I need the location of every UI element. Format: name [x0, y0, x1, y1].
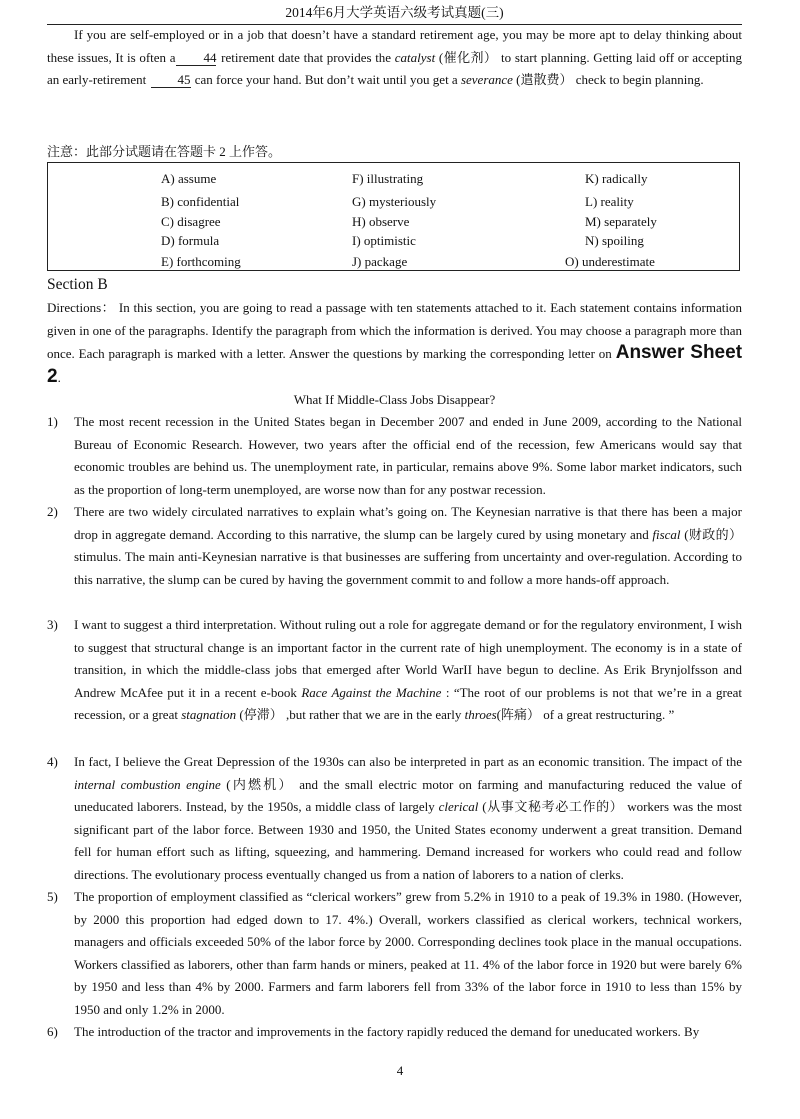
- paragraph-text: [74, 614, 742, 727]
- option-f: F) illustrating: [352, 171, 424, 186]
- term-catalyst: catalyst: [394, 49, 436, 65]
- intro-text-3: to start planning. Getting laid off or accepting an early-retirement: [47, 49, 743, 87]
- directions: [47, 297, 742, 389]
- option-j: J) package: [352, 254, 408, 269]
- paragraph-text: The introduction of the tractor and improvements in the factory rapidly reduced the demand for uneducated workers. By: [74, 1024, 700, 1039]
- term-clerical: clerical: [438, 799, 479, 814]
- blank-45: 45: [151, 72, 191, 88]
- text-run: There are two widely circulated narratives to explain what’s going on. The Keynesian narrative is that there has been a major drop in aggregate demand. According to this narrative, the slump can be largely cured by using monetary and: [74, 504, 742, 542]
- intro-text-5: check to begin planning.: [575, 72, 704, 87]
- paragraph-text: [74, 501, 742, 591]
- section-b-heading: Section B: [47, 276, 108, 293]
- option-h: H) observe: [352, 214, 410, 229]
- text-run: stimulus. The main anti-Keynesian narrative is that businesses are suffering from uncertainty and over-regulation. According to this narrative, the slump can be cured by having the government commit to and follow a more hands-off approach.: [74, 549, 742, 587]
- paragraph-text: [74, 751, 742, 886]
- paragraph-text: The most recent recession in the United States began in December 2007 and ended in June 2009, according to the National Bureau of Economic Research. However, two years after the official end of the recession, few Americans would say that economic troubles are behind us. The unemployment rate, in particular, remains above 9%. Some labor market indicators, such as the proportion of long-term unemployed, are worse now than for any postwar recession.: [74, 414, 742, 497]
- option-l: L) reality: [585, 194, 634, 209]
- gloss-fiscal: (财政的）: [684, 526, 743, 542]
- answer-sheet-label: Answer Sheet 2: [47, 342, 743, 387]
- option-o: O) underestimate: [565, 254, 655, 269]
- term-internal-combustion-engine: internal combustion engine: [74, 776, 221, 792]
- text-run: In fact, I believe the Great Depression of the 1930s can also be interpreted in part as an economic transition. The impact of the: [74, 754, 742, 769]
- directions-text: Directions： In this section, you are going to read a passage with ten statements attached to it. Each statement contains information given in one of the paragraphs. Identify the paragraph from which the information is derived. You may choose a paragraph more than once. Each paragraph is marked with a letter. Answer the questions by marking the corresponding letter on: [47, 300, 742, 361]
- term-severance: severance: [460, 72, 513, 87]
- option-k: K) radically: [585, 171, 648, 186]
- option-i: I) optimistic: [352, 233, 416, 248]
- paragraph-number: 1): [47, 414, 58, 429]
- option-c: C) disagree: [161, 214, 221, 229]
- option-n: N) spoiling: [585, 233, 644, 248]
- intro-text-1: If you are self-employed or in a job that doesn’t have a standard retirement age, you may be more apt to delay thinking about these issues, It is often a: [47, 27, 742, 65]
- paragraph-text: The proportion of employment classified as “clerical workers” grew from 5.2% in 1910 to a peak of 19.3% in 1980. (However, by 2000 this proportion had edged down to 17. 4%.) Overall, workers classified as clerical workers, technical workers, managers and officials exceeded 50% of the labor force by 2000. Corresponding declines took place in the manual occupations. Workers classified as laborers, other than farm hands or miners, peaked at 11. 4% of the labor force in 1920 but were barely 6% by 1950 and less than 4% by 2000. Farmers and farm laborers fell from 33% of the labor force in 1910 to less than 15% by 1950 and only 1.2% in 2000.: [74, 889, 742, 1017]
- option-b: B) confidential: [161, 194, 240, 209]
- paragraph-6: [47, 1021, 742, 1044]
- page-header: 2014年6月大学英语六级考试真题(三): [47, 4, 742, 25]
- paragraph-4: [47, 751, 742, 886]
- option-m: M) separately: [585, 214, 657, 229]
- paragraph-number: 5): [47, 889, 58, 904]
- gloss-clerical: (从事文秘考必工作的）: [482, 799, 624, 814]
- directions-period: .: [57, 369, 61, 385]
- term-stagnation: stagnation: [181, 707, 237, 722]
- option-e: E) forthcoming: [161, 254, 241, 269]
- gloss-catalyst: (催化剂）: [438, 49, 498, 65]
- text-run: workers was the most significant part of the labor force. Between 1930 and 1950, the United States economy underwent a great transition. Demand fell for human effort such as lifting, squeezing, and hammering. Demand increased for workers who could read and follow directions. The evolutionary process eventually changed us from a nation of laborers to a nation of clerks.: [74, 799, 743, 882]
- paragraph-1: [47, 411, 742, 501]
- intro-paragraph: [47, 24, 742, 92]
- gloss-severance: (遣散费）: [516, 72, 573, 87]
- intro-text-2: retirement date that provides the: [221, 49, 392, 65]
- gloss-stagnation: (停滞）: [239, 707, 283, 722]
- page-number: 4: [396, 1063, 404, 1078]
- gloss-throes: (阵痛）: [496, 707, 540, 722]
- intro-text-4: can force your hand. But don’t wait until you get a: [194, 72, 458, 87]
- option-d: D) formula: [161, 233, 220, 248]
- paragraph-number: 2): [47, 504, 58, 519]
- answer-sheet-note: 注意：此部分试题请在答题卡 2 上作答。: [47, 144, 282, 159]
- passage-title: What If Middle-Class Jobs Disappear?: [293, 392, 496, 407]
- paragraph-3: [47, 614, 742, 727]
- text-run: ,but rather that we are in the early: [285, 707, 462, 722]
- blank-44: 44: [176, 50, 216, 66]
- text-run: I want to suggest a third interpretation. Without ruling out a role for aggregate demand or for the regulatory environment, I wish to suggest that structural change is an important factor in the current rate of high unemployment. The economy is in a state of transition, in which the middle-class jobs that emerged after World WarII have begun to decline. As Erik Brynjolfsson and Andrew McAfee put it in a recent e-book: [74, 617, 742, 700]
- text-run: of a great restructuring. ”: [543, 707, 675, 722]
- gloss-engine: (内燃机）: [226, 776, 294, 792]
- paragraph-number: 4): [47, 754, 58, 769]
- option-a: A) assume: [161, 171, 217, 186]
- option-g: G) mysteriously: [352, 194, 437, 209]
- text-run: : “The root of our problems is not that we’re in a great recession, or a great: [74, 684, 743, 722]
- term-throes: throes: [464, 707, 497, 722]
- paragraph-number: 3): [47, 617, 58, 632]
- term-fiscal: fiscal: [652, 526, 681, 542]
- paragraph-number: 6): [47, 1024, 58, 1039]
- paragraph-2: [47, 501, 742, 591]
- paragraph-5: [47, 886, 742, 1021]
- word-bank: [47, 162, 740, 271]
- book-title: Race Against the Machine: [301, 684, 442, 700]
- text-run: and the small electric motor on farming and manufacturing reduced the value of uneducated laborers. Instead, by the 1950s, a middle class of largely: [74, 776, 743, 814]
